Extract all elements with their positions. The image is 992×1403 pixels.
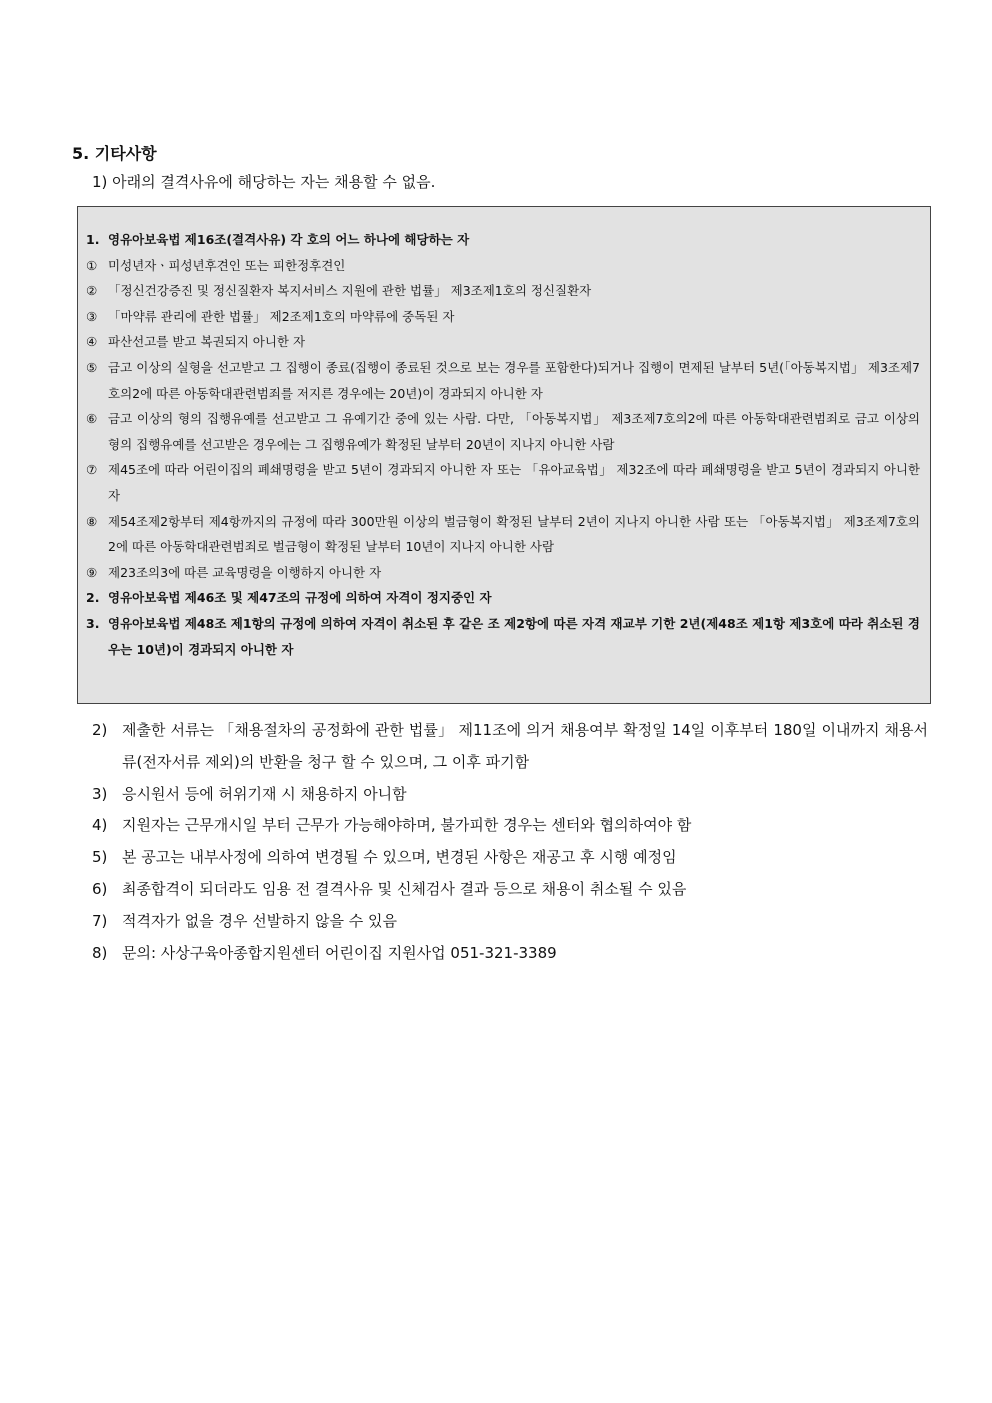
disqualification-item <box>86 278 920 304</box>
section-heading: 5. 기타사항 <box>72 144 157 163</box>
notice-text: 응시원서 등에 허위기재 시 채용하지 아니함 <box>122 784 407 803</box>
item-text: 「정신건강증진 및 정신질환자 복지서비스 지원에 관한 법률」 제3조제1호의 정신질환자 <box>108 283 592 299</box>
disqualification-item <box>86 560 920 586</box>
notice-text: 본 공고는 내부사정에 의하여 변경될 수 있으며, 변경된 사항은 재공고 후 시행 예정임 <box>122 848 677 867</box>
notice-marker: 2) <box>92 721 108 739</box>
item-text: 영유아보육법 제48조 제1항의 규정에 의하여 자격이 취소된 후 같은 조 제2항에 따른 자격 재교부 기한 2년(제48조 제1항 제3호에 따라 취소된 경우는 10년)이 경과되지 아니한 자 <box>108 615 920 657</box>
disqualification-item <box>86 585 920 611</box>
notice-item <box>92 906 928 938</box>
item-marker: ⑤ <box>86 359 98 375</box>
notice-text: 적격자가 없을 경우 선발하지 않을 수 있음 <box>122 911 397 930</box>
notice-marker: 5) <box>92 848 108 867</box>
notice-marker: 4) <box>92 816 108 835</box>
notice-text: 최종합격이 되더라도 임용 전 결격사유 및 신체검사 결과 등으로 채용이 취소될 수 있음 <box>122 879 687 898</box>
notice-text: 지원자는 근무개시일 부터 근무가 가능해야하며, 불가피한 경우는 센터와 협의하여야 함 <box>122 816 692 835</box>
disqualification-item <box>86 227 920 253</box>
item-text: 영유아보육법 제46조 및 제47조의 규정에 의하여 자격이 정지중인 자 <box>108 590 492 606</box>
notice-item <box>92 715 928 779</box>
notice-marker: 3) <box>92 784 108 803</box>
notice-item <box>92 874 928 906</box>
disqualification-item <box>86 457 920 508</box>
item-marker: 2. <box>86 590 100 606</box>
notice-item <box>92 938 928 970</box>
disqualification-item <box>86 406 920 457</box>
disqualification-box <box>77 206 931 704</box>
notice-item <box>92 842 928 874</box>
item-text: 제54조제2항부터 제4항까지의 규정에 따라 300만원 이상의 벌금형이 확정된 날부터 2년이 지나지 아니한 사람 또는 「아동복지법」 제3조제7호의2에 따른 아동학대관련범죄로 벌금형이 확정된 날부터 10년이 지나지 아니한 사람 <box>108 513 920 555</box>
item-text: 영유아보육법 제16조(결격사유) 각 호의 어느 하나에 해당하는 자 <box>108 232 470 247</box>
notice-item <box>92 810 928 842</box>
item-text: 금고 이상의 형의 집행유예를 선고받고 그 유예기간 중에 있는 사람. 다만, 「아동복지법」 제3조제7호의2에 따른 아동학대관련범죄로 금고 이상의 형의 집행유예를 선고받은 경우에는 그 집행유예가 확정된 날부터 20년이 지나지 아니한 사람 <box>108 411 920 452</box>
item-marker: ④ <box>86 334 98 350</box>
item-marker: ⑨ <box>86 564 98 580</box>
notice-text: 제출한 서류는 「채용절차의 공정화에 관한 법률」 제11조에 의거 채용여부 확정일 14일 이후부터 180일 이내까지 채용서류(전자서류 제외)의 반환을 청구 할 수 있으며, 그 이후 파기함 <box>122 721 928 771</box>
disqualification-item <box>86 355 920 406</box>
item-marker: ⑥ <box>86 411 98 427</box>
item-marker: ⑧ <box>86 513 98 529</box>
item-marker: ③ <box>86 308 98 324</box>
item-text: 제45조에 따라 어린이집의 폐쇄명령을 받고 5년이 경과되지 아니한 자 또는 「유아교육법」 제32조에 따라 폐쇄명령을 받고 5년이 경과되지 아니한 자 <box>108 462 920 503</box>
notice-marker: 7) <box>92 911 108 930</box>
notice-list <box>92 715 928 969</box>
section-intro: 1) 아래의 결격사유에 해당하는 자는 채용할 수 없음. <box>92 173 436 191</box>
item-text: 「마약류 관리에 관한 법률」 제2조제1호의 마약류에 중독된 자 <box>108 308 455 324</box>
notice-marker: 8) <box>92 943 108 962</box>
notice-marker: 6) <box>92 879 108 898</box>
notice-item <box>92 779 928 811</box>
disqualification-item <box>86 329 920 355</box>
item-text: 파산선고를 받고 복권되지 아니한 자 <box>108 334 306 350</box>
item-marker: ② <box>86 283 98 299</box>
notice-text: 문의: 사상구육아종합지원센터 어린이집 지원사업 051-321-3389 <box>122 943 557 962</box>
item-text: 제23조의3에 따른 교육명령을 이행하지 아니한 자 <box>108 564 382 580</box>
item-text: 금고 이상의 실형을 선고받고 그 집행이 종료(집행이 종료된 것으로 보는 경우를 포함한다)되거나 집행이 면제된 날부터 5년(「아동복지법」 제3조제7호의2에 따른 아동학대관련범죄를 저지른 경우에는 20년)이 경과되지 아니한 자 <box>108 359 920 401</box>
item-marker: ⑦ <box>86 462 98 478</box>
item-marker: ① <box>86 257 98 273</box>
item-marker: 3. <box>86 615 100 631</box>
disqualification-item <box>86 304 920 330</box>
item-text: 미성년자ㆍ피성년후견인 또는 피한정후견인 <box>108 257 346 273</box>
item-marker: 1. <box>86 232 100 247</box>
disqualification-item <box>86 509 920 560</box>
disqualification-item <box>86 611 920 662</box>
disqualification-item <box>86 253 920 279</box>
